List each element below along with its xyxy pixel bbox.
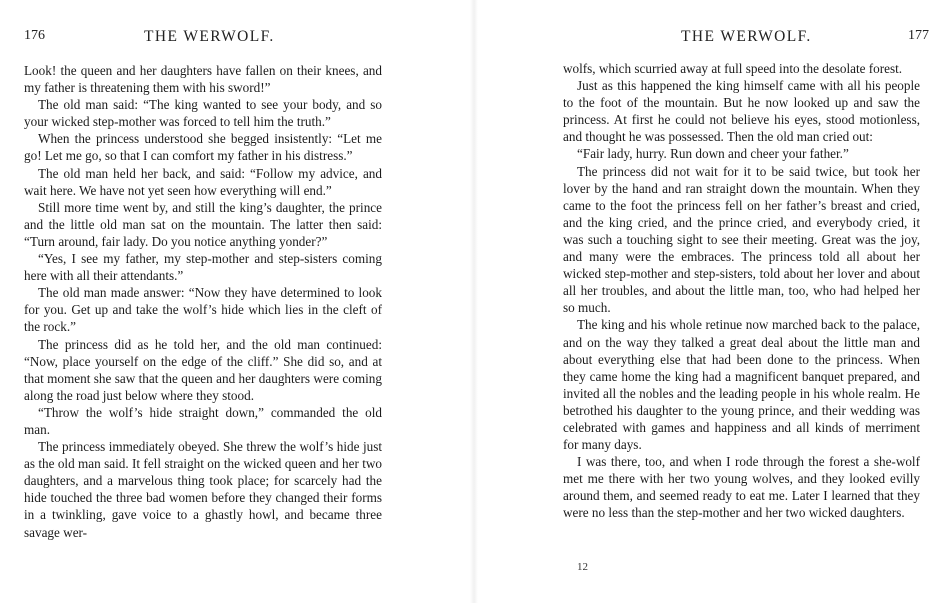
paragraph: wolfs, which scurried away at full speed into the desolate forest. <box>563 61 903 76</box>
page-number: 176 <box>24 28 45 43</box>
paragraph: Still more time went by, and still the king’s daughter, the prince and the little old man sat on the mountain. The latter then said: “Turn around, fair lady. Do you notice anything yonder?” <box>24 199 382 249</box>
paragraph: The princess did not wait for it to be said twice, but took her lover by the hand and ran straight down the mountain. When they came to the foot the princess fell on her father’s breast and cried, and the king cried, and the prince cried, and everybody cried, it was such a touching sight to see their meeting. Great was the joy, and many were the embraces. The princess told all about her wicked step-mother and step-sisters, told about her lover and about all her troubles, and about the little man, too, who had helped her so much. <box>563 163 920 316</box>
paragraph: The old man said: “The king wanted to see your body, and so your wicked step-mother was forced to tell him the truth.” <box>24 97 382 130</box>
paragraph: When the princess understood she begged insistently: “Let me go! Let me go, so that I can comfort my father in his distress.” <box>24 131 382 164</box>
paragraph: The princess immediately obeyed. She threw the wolf’s hide just as the old man said. It fell straight on the wicked queen and her two daughters, and a marvelous thing took place; for scarcely had the hide touched the three bad women before they changed their forms in a twinkling, gave voice to a ghastly howl, and became three savage wer- <box>24 439 382 540</box>
right-page-body <box>563 60 920 522</box>
book-gutter <box>470 0 478 603</box>
paragraph: Just as this happened the king himself came with all his people to the foot of the mountain. But he now looked up and saw the princess. At first he could not believe his eyes, stood motionless, and thought he was possessed. Then the old man cried out: <box>563 78 920 145</box>
paragraph: “Fair lady, hurry. Run down and cheer your father.” <box>577 146 849 162</box>
paragraph: The old man held her back, and said: “Follow my advice, and wait here. We have not yet seen how everything will end.” <box>24 165 382 198</box>
paragraph: I was there, too, and when I rode through the forest a she-wolf met me there with her two young wolves, and they looked evilly around them, and seemed ready to eat me. Later I learned that they were no less than the step-mother and her two wicked daughters. <box>563 454 920 521</box>
left-page-body <box>24 62 382 541</box>
running-head: THE WERWOLF. <box>681 28 812 45</box>
signature-mark: 12 <box>577 561 588 573</box>
paragraph: “Yes, I see my father, my step-mother and step-sisters coming here with all their attendants.” <box>24 251 382 284</box>
paragraph: The king and his whole retinue now marched back to the palace, and on the way they talked a great deal about the little man and about everything else that had been done to the princess. When they came home the king had a magnificent banquet prepared, and invited all the nobles and the leading people in his whole realm. He betrothed his daughter to the young prince, and their wedding was celebrated with games and happiness and all kinds of merriment for many days. <box>563 317 920 453</box>
paragraph: The princess did as he told her, and the old man continued: “Now, place yourself on the edge of the cliff.” She did so, and at that moment she saw that the queen and her daughters were coming along the road just below where they stood. <box>24 336 382 403</box>
running-head: THE WERWOLF. <box>144 28 275 45</box>
left-page <box>0 0 470 603</box>
page-number: 177 <box>908 28 929 43</box>
paragraph: Look! the queen and her daughters have fallen on their knees, and my father is threatening them with his sword!” <box>24 63 382 96</box>
paragraph: “Throw the wolf’s hide straight down,” commanded the old man. <box>24 404 382 437</box>
right-page <box>478 0 947 603</box>
paragraph: The old man made answer: “Now they have determined to look for you. Get up and take the wolf’s hide which lies in the cleft of the rock.” <box>24 285 382 335</box>
